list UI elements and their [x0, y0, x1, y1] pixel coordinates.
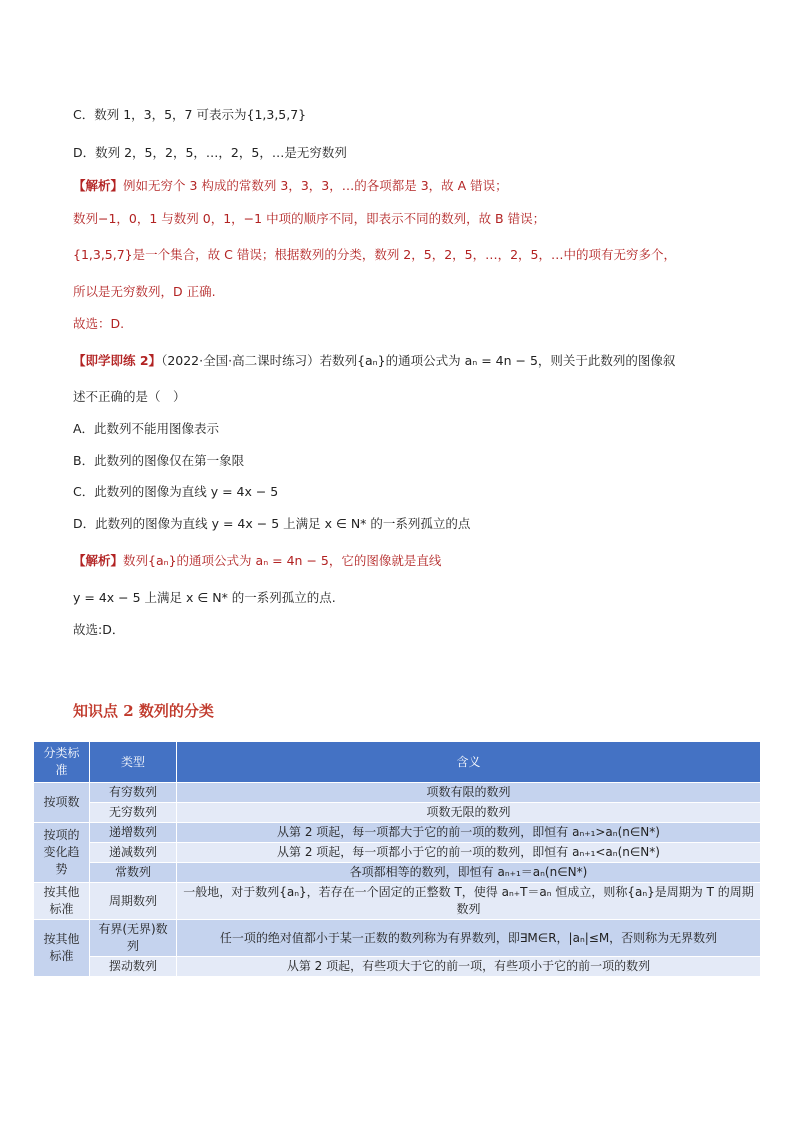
analysis1-answer: 故选：D. — [73, 316, 125, 331]
analysis2-text1: 数列{aₙ}的通项公式为 aₙ = 4n − 5，它的图像就是直线 — [123, 553, 442, 568]
meaning-cell: 一般地，对于数列{aₙ}，若存在一个固定的正整数 T，使得 aₙ₊T＝aₙ 恒成立，则称{aₙ}是周期为 T 的周期数列 — [177, 883, 761, 920]
table-header-cell: 含义 — [177, 742, 761, 783]
table-row — [34, 883, 761, 920]
type-cell: 有穷数列 — [90, 783, 177, 803]
exercise2-option-d: D．此数列的图像为直线 y = 4x − 5 上满足 x ∈ N* 的一系列孤立的点 — [73, 516, 471, 531]
type-cell: 递减数列 — [90, 843, 177, 863]
type-cell: 常数列 — [90, 863, 177, 883]
analysis1-line4: 所以是无穷数列，D 正确. — [73, 284, 216, 299]
table-row — [34, 823, 761, 843]
meaning-cell: 从第 2 项起，每一项都大于它的前一项的数列，即恒有 aₙ₊₁>aₙ(n∈N*) — [177, 823, 761, 843]
exercise-tag: 【即学即练 2】 — [73, 353, 162, 368]
meaning-cell: 从第 2 项起，有些项大于它的前一项，有些项小于它的前一项的数列 — [177, 957, 761, 977]
table-header-cell: 类型 — [90, 742, 177, 783]
category-cell: 按其他标准 — [34, 920, 90, 977]
analysis2-line1 — [73, 552, 441, 570]
exercise2-option-b: B．此数列的图像仅在第一象限 — [73, 453, 245, 468]
analysis1-line1 — [73, 177, 508, 195]
analysis1-line3: {1,3,5,7}是一个集合，故 C 错误；根据数列的分类，数列 2，5，2，5，…，2，5，…中的项有无穷多个， — [73, 247, 677, 262]
meaning-cell: 项数有限的数列 — [177, 783, 761, 803]
type-cell: 递增数列 — [90, 823, 177, 843]
table-row — [34, 863, 761, 883]
exercise2-option-c: C．此数列的图像为直线 y = 4x − 5 — [73, 484, 279, 499]
category-cell: 按其他标准 — [34, 883, 90, 920]
option-c-prev: C．数列 1，3，5，7 可表示为{1,3,5,7} — [73, 107, 307, 122]
section-title: 知识点 2 数列的分类 — [73, 702, 214, 720]
table-row — [34, 957, 761, 977]
analysis2-line2: y = 4x − 5 上满足 x ∈ N* 的一系列孤立的点. — [73, 590, 336, 605]
table-row — [34, 803, 761, 823]
meaning-cell: 各项都相等的数列，即恒有 aₙ₊₁＝aₙ(n∈N*) — [177, 863, 761, 883]
meaning-cell: 项数无限的数列 — [177, 803, 761, 823]
classification-table — [33, 741, 761, 977]
meaning-cell: 任一项的绝对值都小于某一正数的数列称为有界数列，即∃M∈R，|aₙ|≤M，否则称为无界数列 — [177, 920, 761, 957]
analysis2-answer: 故选:D． — [73, 622, 125, 637]
analysis1-text1: 例如无穷个 3 构成的常数列 3，3，3，…的各项都是 3，故 A 错误； — [123, 178, 508, 193]
exercise2-stem-line1 — [73, 352, 675, 370]
analysis1-line2: 数列−1，0，1 与数列 0，1，−1 中项的顺序不同，即表示不同的数列，故 B 错误； — [73, 211, 546, 226]
type-cell: 有界(无界)数列 — [90, 920, 177, 957]
exercise2-stem1: （2022·全国·高二课时练习）若数列{aₙ}的通项公式为 aₙ = 4n − 5，则关于此数列的图像叙 — [161, 353, 676, 368]
analysis-tag: 【解析】 — [73, 178, 124, 193]
table-row — [34, 843, 761, 863]
table-header-row — [34, 742, 761, 783]
table-row — [34, 920, 761, 957]
category-cell: 按项数 — [34, 783, 90, 823]
analysis-tag: 【解析】 — [73, 553, 124, 568]
type-cell: 无穷数列 — [90, 803, 177, 823]
table-row — [34, 783, 761, 803]
type-cell: 周期数列 — [90, 883, 177, 920]
category-cell: 按项的变化趋势 — [34, 823, 90, 883]
exercise2-stem-line2: 述不正确的是（ ） — [73, 389, 186, 404]
type-cell: 摆动数列 — [90, 957, 177, 977]
option-d-prev: D．数列 2，5，2，5，…，2，5，…是无穷数列 — [73, 145, 347, 160]
meaning-cell: 从第 2 项起，每一项都小于它的前一项的数列，即恒有 aₙ₊₁<aₙ(n∈N*) — [177, 843, 761, 863]
table-header-cell: 分类标准 — [34, 742, 90, 783]
exercise2-option-a: A．此数列不能用图像表示 — [73, 421, 220, 436]
